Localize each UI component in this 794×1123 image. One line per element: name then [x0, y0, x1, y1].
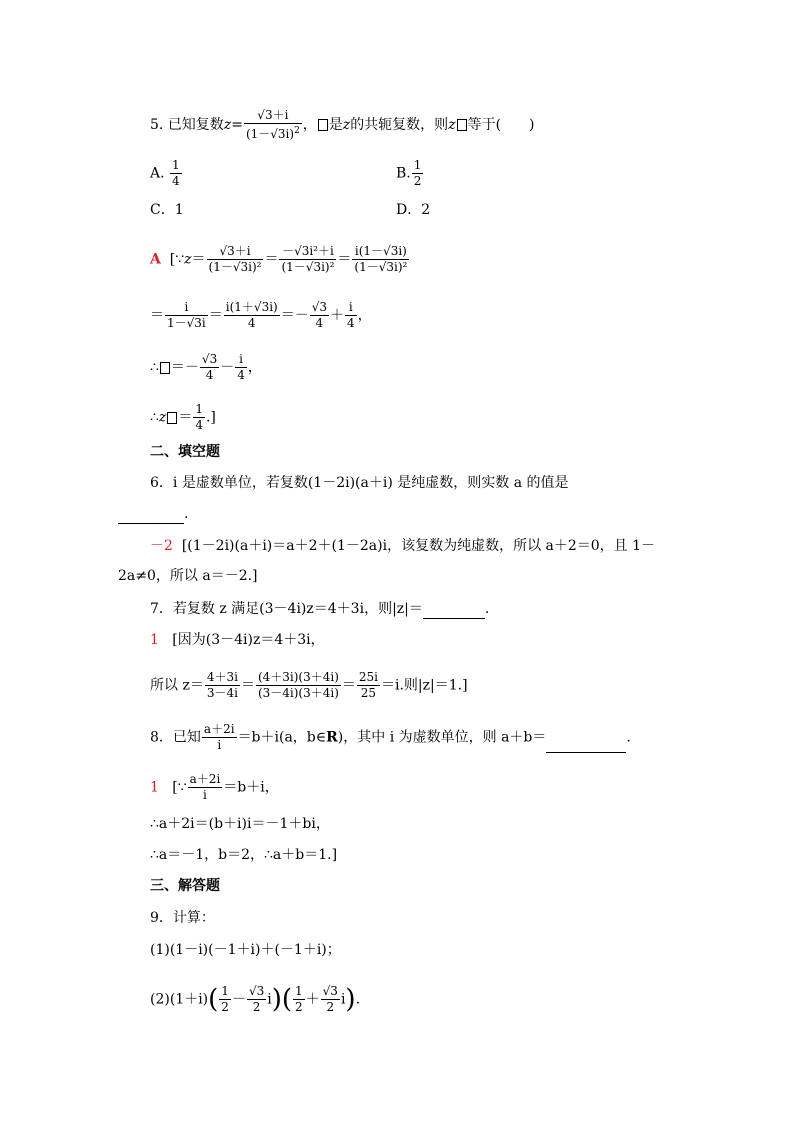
q6-solution-line1: [150, 536, 655, 556]
q5-sol4-n: 1: [195, 402, 203, 416]
q5-sol1-n2: －√3i²＋i: [279, 244, 336, 260]
q5-opt-a-den: 4: [172, 174, 180, 188]
q9-p2-f2d: 2: [252, 1000, 261, 1014]
q8-pre: 8．已知: [150, 729, 201, 746]
q7-sol2-end: ＝i.则|z|＝1.]: [381, 677, 468, 694]
q5-comma: ，: [302, 117, 317, 133]
q5-var2: z: [342, 117, 351, 133]
q9-p2-f2: [247, 984, 266, 1015]
q5-sol4-end: .]: [205, 409, 216, 426]
q5-sol1-n1: √3＋i: [207, 244, 264, 260]
q5-opt-b-den: 2: [413, 174, 422, 188]
q8-n: a＋2i: [203, 722, 235, 736]
q9-p2-f3d: 2: [295, 1000, 303, 1014]
q5-sol3-n2: i: [235, 352, 247, 368]
q5-fraction-den: (1－√3i): [245, 127, 295, 141]
q5-answer: A: [150, 251, 161, 268]
q5-sol1-d2: (1－√3i)²: [281, 260, 335, 274]
q7-sol2-n2: (4＋3i)(3＋4i): [257, 670, 339, 684]
q5-sol3-frac1: [200, 352, 219, 383]
q7-sol2-pre: 所以 z＝: [150, 677, 204, 694]
q5-sol2-frac2: [224, 300, 280, 331]
q9-p2-pre: (2)(1＋i): [150, 991, 209, 1008]
q5-sol2-d2: 4: [247, 316, 256, 330]
q5-sol4-var: z: [158, 409, 167, 426]
q5-sol1-var: z: [184, 251, 192, 268]
q8-solution-line2: ∴a＋2i＝(b＋i)i＝－1＋bi，: [150, 816, 330, 832]
q5-fraction: [244, 108, 302, 142]
q5-sol2-frac1: [165, 300, 208, 331]
q8-sol1-frac: [188, 772, 223, 803]
q5-option-d: D．2: [396, 202, 431, 218]
q6-stem: 6．i 是虚数单位，若复数(1－2i)(a＋i) 是纯虚数，则实数 a 的值是: [150, 475, 569, 491]
q5-opt-a-label: A.: [150, 165, 165, 182]
q5-sol2-d4: 4: [347, 316, 355, 330]
q9-p2-end: .: [355, 991, 361, 1008]
right-paren-icon: ): [345, 984, 356, 1015]
q9-p2-i: i: [267, 991, 272, 1008]
q7-answer-blank: [423, 598, 485, 619]
q8-solution-line3: ∴a＝－1，b＝2，∴a＋b＝1.]: [150, 847, 338, 863]
q5-sol1-frac1: [207, 244, 264, 275]
q5-sol3-d2: 4: [237, 368, 245, 382]
q7-answer: 1: [150, 632, 159, 648]
zbar-icon: [318, 119, 328, 131]
q5-sol1-d1: (1－√3i)²: [208, 260, 262, 274]
q5-option-b: [396, 158, 424, 189]
q5-opt-b-num: 1: [413, 158, 422, 172]
q5-pre: 已知复数: [167, 117, 224, 133]
q7-sol1: [因为(3－4i)z＝4＋3i，: [172, 632, 325, 648]
q5-mid: 是: [328, 117, 343, 133]
q5-sol2-frac3: [310, 300, 329, 331]
q5-var: z: [223, 117, 232, 133]
q7-sol2-frac1: [205, 670, 240, 701]
q5-sol1-n3: i(1－√3i): [352, 244, 409, 260]
q8-sol1-post: ＝b＋i，: [223, 779, 279, 796]
q7-text: 7．若复数 z 满足(3－4i)z＝4＋3i，则|z|＝: [150, 601, 423, 617]
zbar-icon: [160, 362, 170, 374]
q5-fraction-num: √3＋i: [244, 108, 302, 124]
q7-sol2-d3: 25: [360, 686, 377, 700]
q8-frac: [202, 722, 237, 753]
q7-sol2-d2: (3－4i)(3＋4i): [257, 686, 339, 700]
q6-solution-line2: 2a≠0，所以 a＝－2.]: [118, 568, 258, 584]
q9-p2-i2: i: [340, 991, 346, 1008]
q5-mid2: 的共轭复数，则: [350, 117, 449, 133]
right-paren-icon: ): [271, 984, 282, 1015]
q7-end: .: [484, 601, 490, 617]
q5-sol3-n1: √3: [201, 352, 218, 366]
q5-sol1-frac3: [352, 244, 409, 275]
q8-post2: )，其中 i 为虚数单位，则 a＋b＝: [337, 729, 547, 746]
q9-p2-plus: ＋: [305, 991, 320, 1008]
q9-p2-f3: [293, 984, 305, 1015]
q9-p2-f2n: √3: [248, 984, 265, 998]
q5-stem: [150, 108, 535, 142]
q5-eq: =: [231, 117, 243, 133]
q8-answer-blank: [546, 732, 626, 753]
q7-sol2-n1: 4＋3i: [206, 670, 238, 684]
q5-sol1-open: [∵: [169, 251, 185, 268]
q5-var3: z: [448, 117, 456, 133]
q7-stem: [150, 598, 489, 619]
q5-opt-a-frac: [170, 158, 182, 189]
q8-answer: 1: [150, 779, 159, 796]
section-fill-blank-heading: 二、填空题: [150, 444, 220, 460]
q5-sol3-d1: 4: [205, 368, 214, 382]
q5-sol2-n1: i: [165, 300, 208, 316]
q5-solution-line3: ∴ ＝－ $\frac{√3}{4}$ － $\frac{i}{4}$ ，: [150, 352, 262, 382]
q9-part2: [150, 984, 360, 1015]
q7-sol2-frac2: [256, 670, 341, 701]
q9-p2-f3n: 1: [295, 984, 303, 998]
q5-option-a: [150, 158, 183, 189]
q9-p2-f1n: 1: [221, 984, 229, 998]
q5-post: 等于( ): [467, 117, 535, 133]
q8-d: i: [217, 738, 222, 752]
q8-solution-line1: [150, 772, 279, 803]
q5-option-c: C．1: [150, 202, 184, 218]
q7-sol2-n3: 25i: [358, 670, 378, 684]
q5-sol3-frac2: [235, 352, 247, 383]
q9-p2-f4n: √3: [322, 984, 338, 998]
q8-sol1-d: i: [203, 788, 207, 802]
q8-sol1-n: a＋2i: [189, 772, 221, 786]
zbar-icon: [167, 412, 177, 424]
q9-part1: (1)(1－i)(－1＋i)＋(－1＋i)；: [150, 942, 341, 958]
q6-answer-blank: [118, 503, 184, 524]
left-paren-icon: (: [281, 984, 293, 1015]
q5-sol3-pre: ∴: [150, 359, 159, 376]
q8-sol1-pre: [∵: [172, 779, 187, 796]
zbar-icon: [457, 119, 467, 131]
q8-post: ＝b＋i(a，b∈: [237, 729, 327, 746]
q5-sol1-d3: (1－√3i)²: [354, 260, 408, 274]
q9-p2-minus: －: [231, 991, 246, 1008]
q6-stem-line2: [118, 503, 188, 524]
q5-sol1-frac2: [279, 244, 336, 275]
q5-sol2-n4: i: [345, 300, 357, 316]
q5-sol2-n3: √3: [311, 300, 328, 314]
q5-opt-a-num: 1: [172, 158, 180, 172]
q8-stem: [150, 722, 631, 753]
q7-solution-line2: 所以 z＝ $\frac{4+3i}{3-4i}$ ＝ $\frac{(4+3i)(3+4i)}{(3-4i)(3+4i)}$ ＝ $\frac{25i}{25}$ ＝i.则|z|＝1.]: [150, 670, 468, 700]
q9-p2-f1: [219, 984, 231, 1015]
q5-solution-line2: ＝ $\frac{i}{1-√3i}$ ＝ $\frac{i(1+√3i)}{4}$ ＝－ $\frac{√3}{4}$ ＋ $\frac{i}{4}$ ，: [150, 300, 372, 330]
q5-number: 5.: [150, 117, 164, 133]
q6-end: .: [184, 506, 189, 522]
q5-solution-line4: ∴z ＝ $\frac{1}{4}$ .]: [150, 402, 216, 432]
q7-sol2-frac3: [357, 670, 380, 701]
q7-solution-line1: [150, 630, 325, 650]
q5-sol2-d1: 1－√3i: [167, 316, 206, 330]
q5-sol2-n2: i(1＋√3i): [225, 300, 278, 314]
q5-opt-b-label: B.: [396, 165, 411, 182]
section-answer-heading: 三、解答题: [150, 878, 220, 894]
left-paren-icon: (: [208, 984, 219, 1015]
q9-p2-f1d: 2: [221, 1000, 229, 1014]
q8-end: .: [626, 729, 631, 746]
q9-p2-f4d: 2: [326, 1000, 335, 1014]
q5-fraction-exp: 2: [294, 126, 300, 136]
q6-sol1: [(1－2i)(a＋i)＝a＋2＋(1－2a)i，该复数为纯虚数，所以 a＋2＝0，且 1－: [181, 538, 656, 554]
q8-R: R: [326, 729, 338, 746]
q5-sol4-pre: ∴: [150, 409, 159, 426]
q5-sol2-frac4: [345, 300, 357, 331]
q5-solution-line1: A [∵z＝ $\frac{√3+i}{\text{(1－√3i)²}}$ ＝ $\frac{\text{－√3i²＋i}}{\text{(1－√3i)²}}$ ＝ $\frac{i(1-√3i)}{\text{(1－√3i)²}}$: [150, 244, 408, 274]
q9-title: 9．计算：: [150, 910, 215, 926]
q5-opt-b-frac: [412, 158, 424, 189]
q5-sol4-frac: [193, 402, 205, 433]
q5-sol2-d3: 4: [315, 316, 324, 330]
q7-sol2-d1: 3－4i: [206, 686, 238, 700]
q6-answer: －2: [150, 538, 173, 554]
q5-sol4-d: 4: [195, 418, 203, 432]
q9-p2-f4: [321, 984, 340, 1015]
